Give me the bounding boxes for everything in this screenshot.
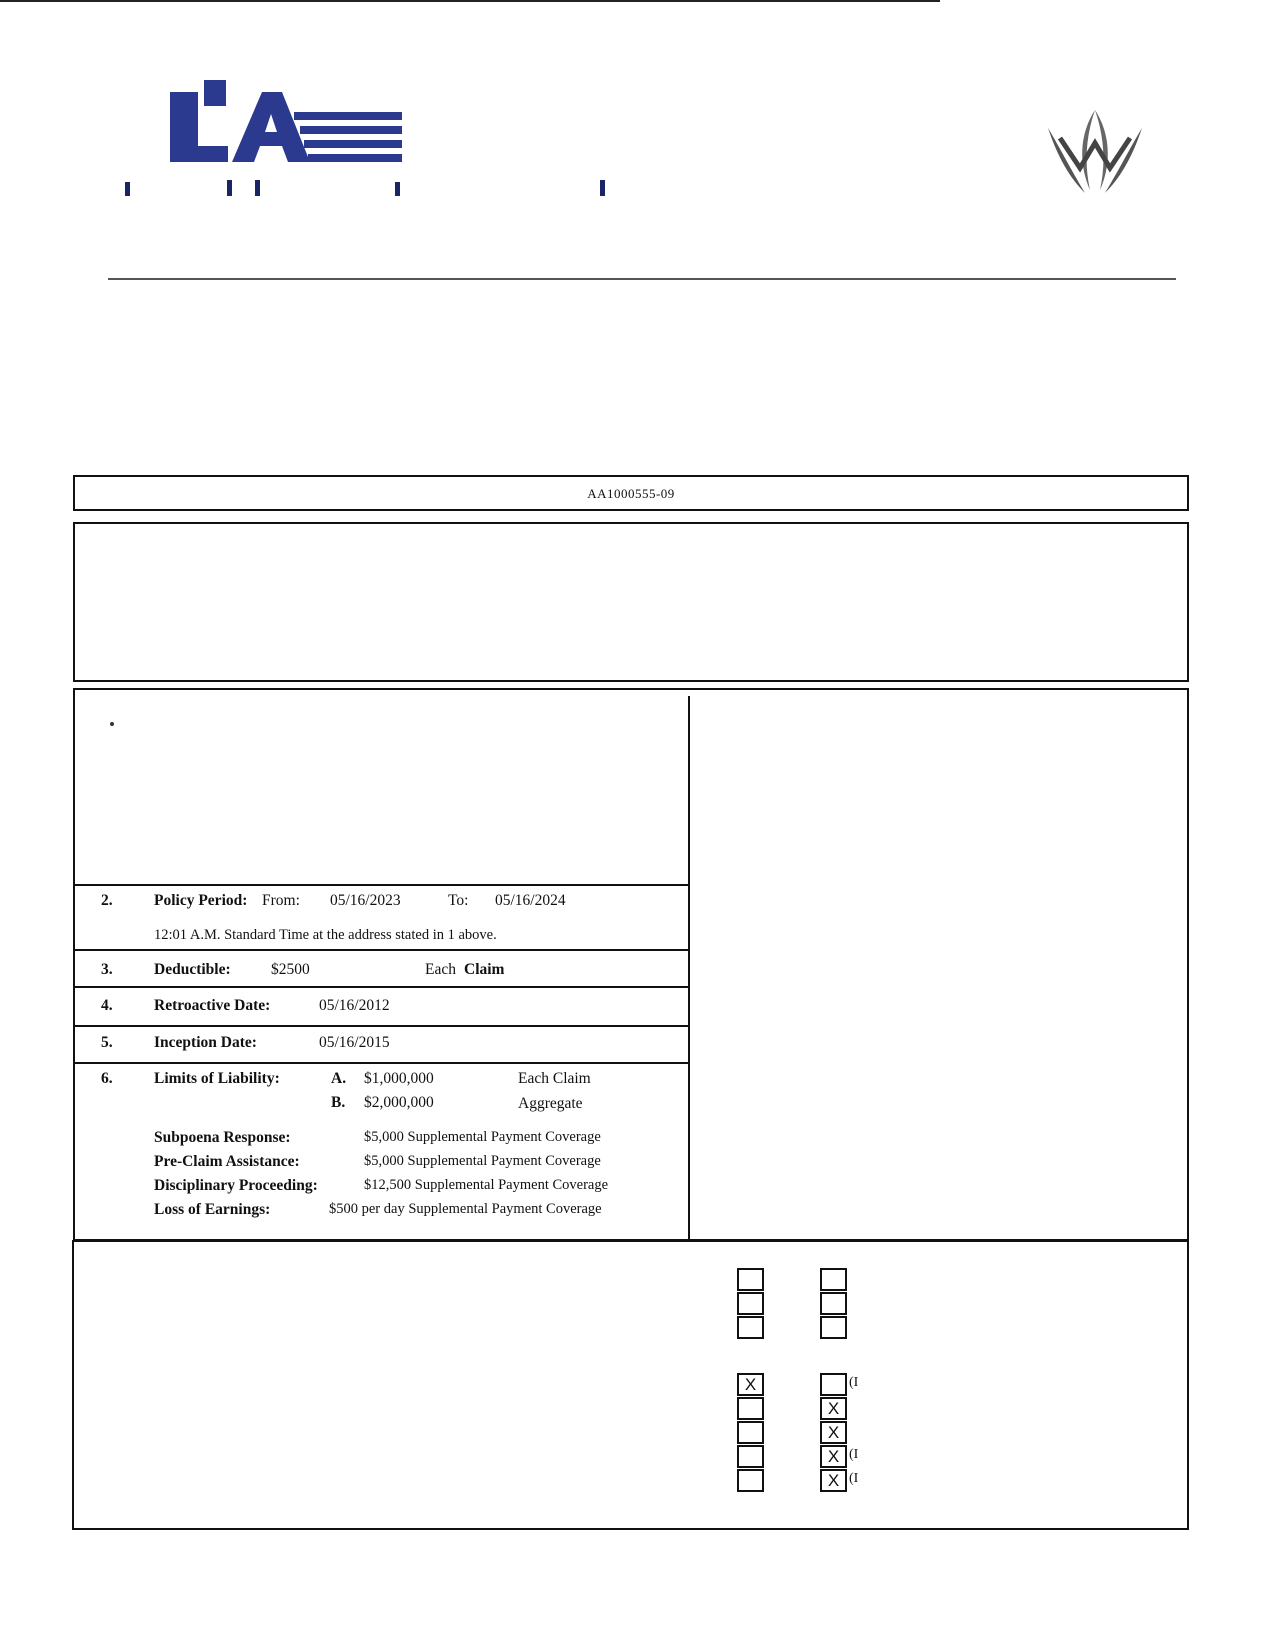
item4-number: 4.	[101, 997, 113, 1014]
item1-bullet	[110, 722, 114, 726]
item6-label: Limits of Liability:	[154, 1070, 280, 1087]
row-divider	[73, 949, 690, 951]
limit-a-label: A.	[331, 1070, 347, 1087]
item2-note: 12:01 A.M. Standard Time at the address stated in 1 above.	[154, 927, 497, 943]
item3-label: Deductible:	[154, 961, 231, 978]
supp-earnings-label: Loss of Earnings:	[154, 1201, 271, 1218]
no-checkbox[interactable]	[820, 1445, 847, 1468]
supp-preclaim-label: Pre-Claim Assistance:	[154, 1153, 300, 1170]
yes-checkbox[interactable]	[737, 1421, 764, 1444]
supp-earnings-value: $500 per day Supplemental Payment Coverage	[329, 1201, 602, 1217]
yes-checkbox[interactable]	[737, 1397, 764, 1420]
policy-number-box	[73, 475, 1189, 511]
no-checkbox[interactable]	[820, 1268, 847, 1291]
checkbox-x-mark: X	[827, 1447, 840, 1466]
checkbox-x-mark: X	[744, 1375, 757, 1394]
option-note-fragment: (I	[849, 1471, 859, 1486]
option-note-fragment: (I	[849, 1447, 859, 1462]
yes-checkbox[interactable]	[737, 1268, 764, 1291]
supp-disciplinary-label: Disciplinary Proceeding:	[154, 1177, 318, 1194]
supp-subpoena-label: Subpoena Response:	[154, 1129, 291, 1146]
yes-checkbox[interactable]	[737, 1316, 764, 1339]
item3-claim: Claim	[464, 961, 505, 978]
supp-disciplinary-value: $12,500 Supplemental Payment Coverage	[364, 1177, 609, 1193]
policy-number: AA1000555-09	[587, 486, 675, 501]
logo-tagline-marks	[125, 178, 665, 198]
supp-preclaim-value: $5,000 Supplemental Payment Coverage	[364, 1153, 601, 1169]
item2-label: Policy Period:	[154, 892, 248, 909]
yes-checkbox[interactable]	[737, 1445, 764, 1468]
coverage-options-box	[72, 1240, 1189, 1530]
limit-b-value: $2,000,000	[364, 1094, 434, 1111]
yes-checkbox[interactable]	[737, 1292, 764, 1315]
item3-each: Each	[425, 961, 456, 978]
checkbox-x-mark: X	[827, 1423, 840, 1442]
yes-checkbox[interactable]	[737, 1373, 764, 1396]
row-divider	[73, 986, 690, 988]
limit-a-value: $1,000,000	[364, 1070, 434, 1087]
checkbox-x-mark: X	[827, 1399, 840, 1418]
lia-logo	[170, 80, 410, 170]
item2-to-label: To:	[448, 892, 469, 909]
header-divider	[108, 278, 1176, 280]
supp-subpoena-value: $5,000 Supplemental Payment Coverage	[364, 1129, 601, 1145]
item3-amount: $2500	[271, 961, 310, 978]
no-checkbox[interactable]	[820, 1397, 847, 1420]
limit-b-desc: Aggregate	[518, 1095, 583, 1112]
option-note-fragment: (I	[849, 1375, 859, 1390]
row-divider	[73, 1025, 690, 1027]
item4-label: Retroactive Date:	[154, 997, 271, 1014]
yes-checkbox[interactable]	[737, 1469, 764, 1492]
notice-box	[73, 522, 1189, 682]
checkbox-x-mark: X	[827, 1471, 840, 1490]
limit-b-label: B.	[331, 1094, 346, 1111]
item2-from-date: 05/16/2023	[330, 892, 401, 909]
item2-from-label: From:	[262, 892, 300, 909]
item5-number: 5.	[101, 1034, 113, 1051]
lotus-logo	[1040, 108, 1150, 198]
no-checkbox[interactable]	[820, 1316, 847, 1339]
item3-number: 3.	[101, 961, 113, 978]
no-checkbox[interactable]	[820, 1469, 847, 1492]
no-checkbox[interactable]	[820, 1421, 847, 1444]
item6-number: 6.	[101, 1070, 113, 1087]
scan-edge-line	[0, 0, 940, 2]
item2-number: 2.	[101, 892, 113, 909]
declarations-column-divider	[688, 696, 690, 1241]
item4-value: 05/16/2012	[319, 997, 390, 1014]
item5-value: 05/16/2015	[319, 1034, 390, 1051]
item2-to-date: 05/16/2024	[495, 892, 566, 909]
no-checkbox[interactable]	[820, 1292, 847, 1315]
limit-a-desc: Each Claim	[518, 1070, 591, 1087]
row-divider	[73, 1062, 690, 1064]
no-checkbox[interactable]	[820, 1373, 847, 1396]
item5-label: Inception Date:	[154, 1034, 257, 1051]
row-divider	[73, 884, 690, 886]
